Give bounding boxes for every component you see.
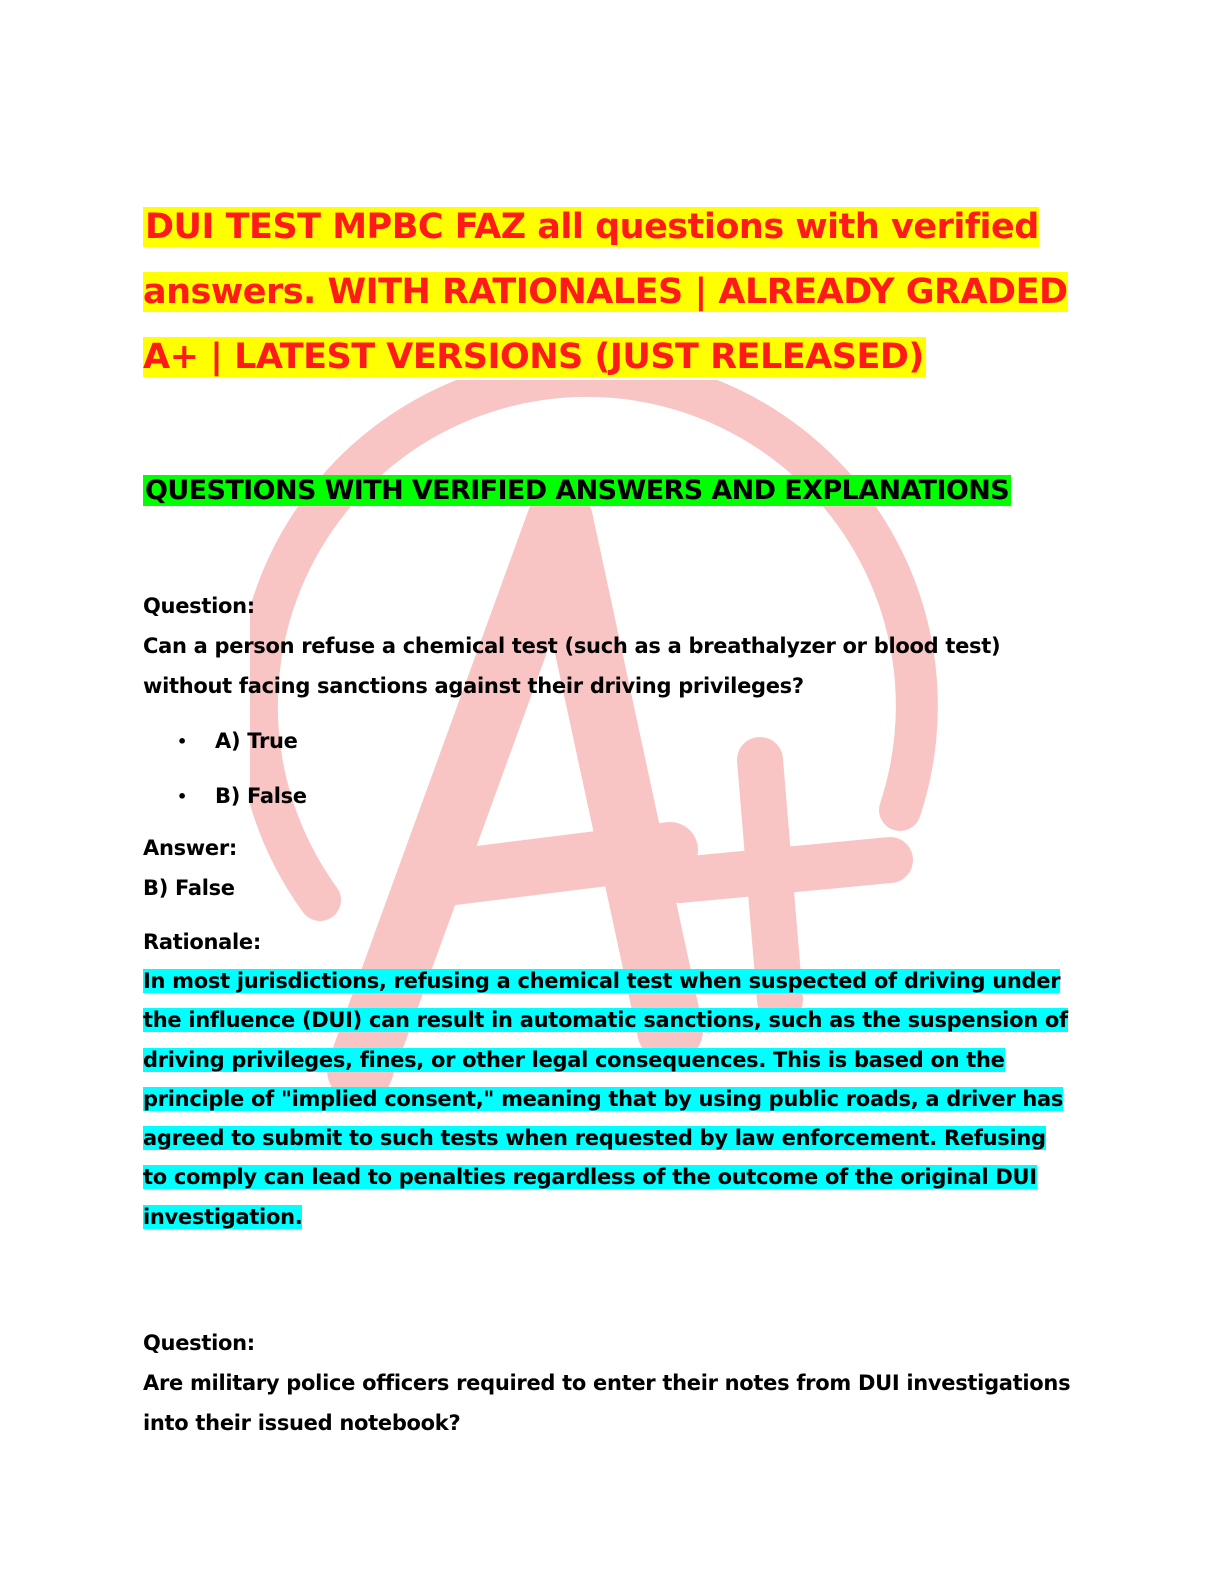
option-item: • B) False: [143, 769, 1073, 824]
rationale-text: In most jurisdictions, refusing a chemical test when suspected of driving under the influence (DUI) can result in automatic sanctions, such as the suspension of driving privileges, fines, or other legal consequences. This is based on the principle of "implied consent," meaning that by using public roads, a driver has agreed to submit to such tests when requested by law enforcement. Refusing to comply can lead to penalties regardless of the outcome of the original DUI investigation.: [143, 969, 1068, 1229]
answer-options-list: [143, 714, 1073, 824]
question-block-1: [143, 586, 1073, 1237]
question-label: Question:: [143, 594, 255, 618]
question-text: Are military police officers required to enter their notes from DUI investigations into their issued notebook?: [143, 1371, 1071, 1436]
section-heading: QUESTIONS WITH VERIFIED ANSWERS AND EXPLANATIONS: [145, 475, 1010, 506]
question-text: Can a person refuse a chemical test (such as a breathalyzer or blood test) without facing sanctions against their driving privileges?: [143, 634, 1001, 698]
option-item: • A) True: [143, 714, 1073, 769]
answer-label: Answer:: [143, 836, 237, 860]
bullet-icon: •: [177, 787, 187, 806]
question-label: Question:: [143, 1331, 255, 1356]
rationale-label: Rationale:: [143, 930, 261, 954]
question-block-2: [143, 1323, 1073, 1443]
document-body: [143, 195, 1073, 1443]
answer-text: B) False: [143, 876, 235, 900]
bullet-icon: •: [177, 732, 187, 751]
document-title: DUI TEST MPBC FAZ all questions with verified answers. WITH RATIONALES | ALREADY GRADED A+ | LATEST VERSIONS (JUST RELEASED): [143, 207, 1068, 377]
